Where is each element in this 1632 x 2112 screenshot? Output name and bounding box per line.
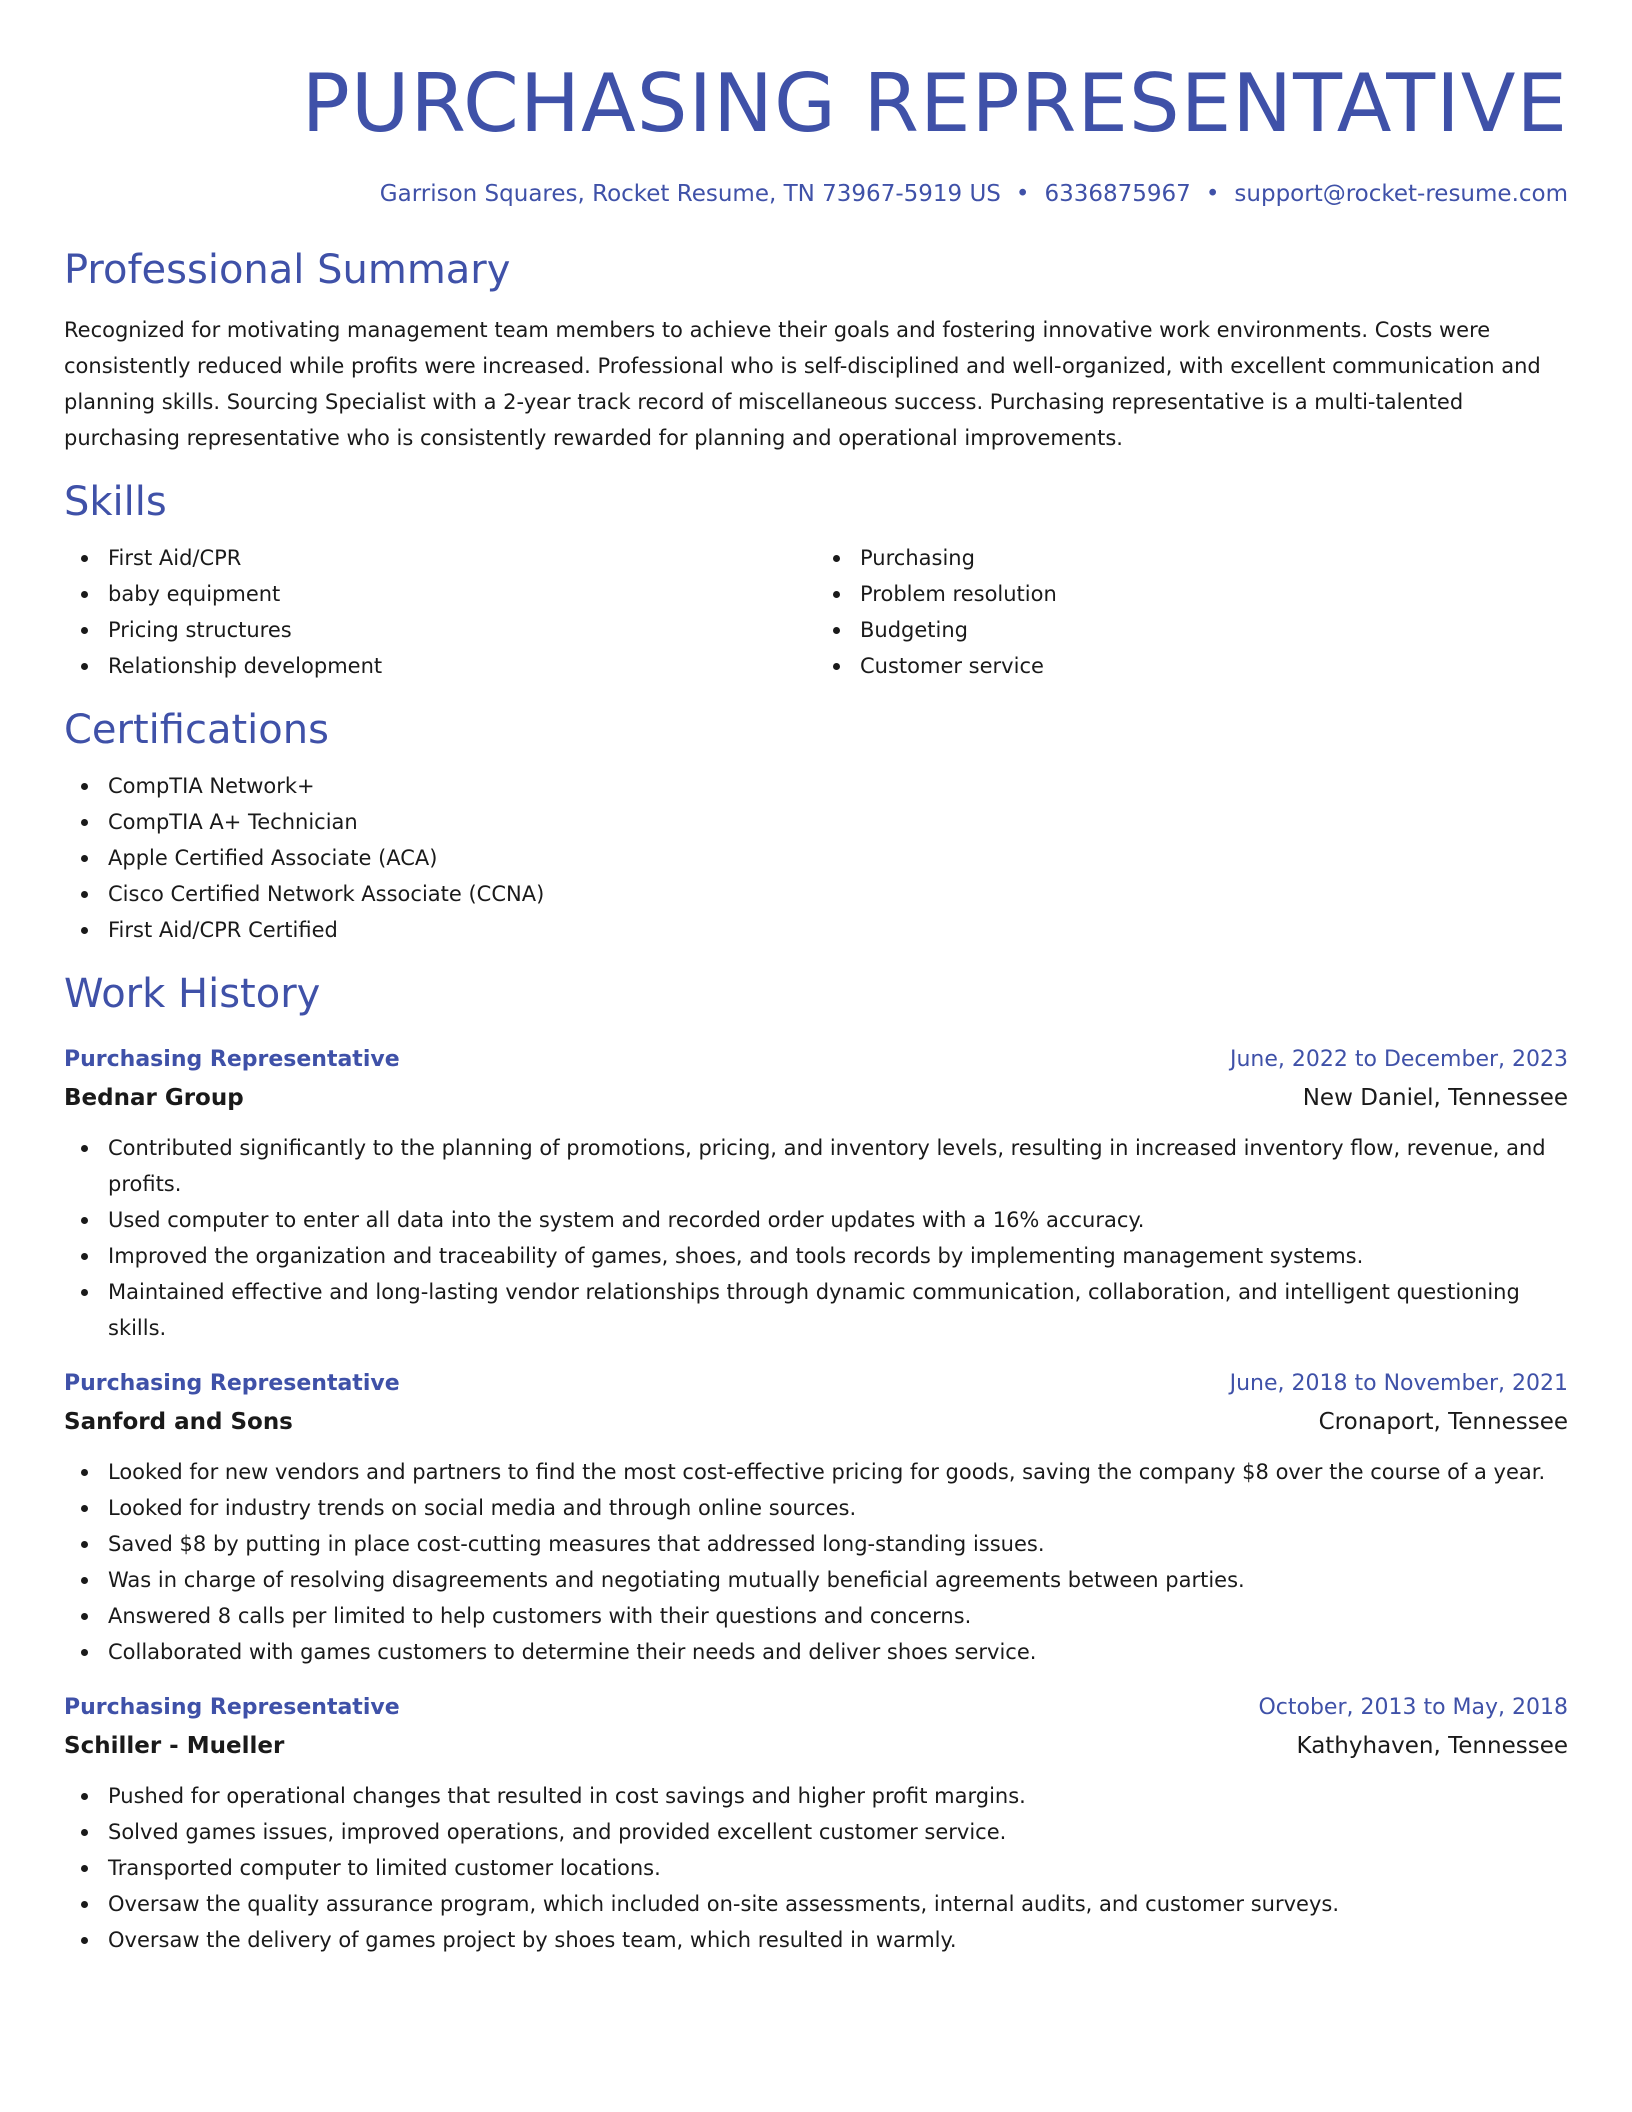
certifications-heading: Certifications [64, 707, 329, 753]
skills-column-right [816, 540, 1568, 684]
job-bullet: Pushed for operational changes that resulted in cost savings and higher profit margins. [108, 1778, 1568, 1814]
job-bullet: Transported computer to limited customer locations. [108, 1850, 1568, 1886]
job-bullet: Oversaw the quality assurance program, which included on-site assessments, internal audits, and customer surveys. [108, 1886, 1568, 1922]
job-header [64, 1366, 1568, 1402]
skill-item: Pricing structures [108, 612, 816, 648]
job-company: Schiller - Mueller [64, 1733, 285, 1759]
skill-item: Purchasing [860, 540, 1568, 576]
contact-separator: • [1015, 181, 1030, 207]
job-bullet: Collaborated with games customers to determine their needs and deliver shoes service. [108, 1634, 1568, 1670]
job-bullet: Was in charge of resolving disagreements and negotiating mutually beneficial agreements between parties. [108, 1562, 1568, 1598]
certification-item: First Aid/CPR Certified [108, 912, 1568, 948]
job-bullet: Looked for new vendors and partners to find the most cost-effective pricing for goods, saving the company $8 over the course of a year. [108, 1454, 1568, 1490]
job-title: Purchasing Representative [64, 1695, 400, 1720]
job-title: Purchasing Representative [64, 1371, 400, 1396]
job-bullet: Solved games issues, improved operations, and provided excellent customer service. [108, 1814, 1568, 1850]
job-bullet: Oversaw the delivery of games project by shoes team, which resulted in warmly. [108, 1922, 1568, 1958]
job-location: New Daniel, Tennessee [1302, 1085, 1568, 1111]
job-location: Cronaport, Tennessee [1318, 1409, 1568, 1435]
job-entry [64, 1042, 1568, 1346]
certifications-list [64, 768, 1568, 948]
job-dates: October, 2013 to May, 2018 [1258, 1695, 1568, 1720]
skill-item: First Aid/CPR [108, 540, 816, 576]
job-location: Kathyhaven, Tennessee [1296, 1733, 1568, 1759]
job-company: Sanford and Sons [64, 1409, 293, 1435]
job-company: Bednar Group [64, 1085, 244, 1111]
job-bullet: Answered 8 calls per limited to help customers with their questions and concerns. [108, 1598, 1568, 1634]
skill-item: Budgeting [860, 612, 1568, 648]
job-bullets [64, 1130, 1568, 1346]
summary-text: Recognized for motivating management team members to achieve their goals and fostering innovative work environments. Costs were consistently reduced while profits were increased. Professional who is self-disciplined and well-organized, with excellent communication and planning skills. Sourcing Specialist with a 2-year track record of miscellaneous success. Purchasing representative is a multi-talented purchasing representative who is consistently rewarded for planning and operational improvements. [64, 318, 1541, 450]
job-dates: June, 2018 to November, 2021 [1229, 1371, 1568, 1396]
job-bullets [64, 1778, 1568, 1958]
job-subheader [64, 1726, 1568, 1766]
skills-column-left [64, 540, 816, 684]
skill-item: Relationship development [108, 648, 816, 684]
job-dates: June, 2022 to December, 2023 [1229, 1047, 1568, 1072]
skill-item: Customer service [860, 648, 1568, 684]
summary-heading: Professional Summary [64, 247, 511, 293]
job-title: Purchasing Representative [64, 1047, 400, 1072]
job-bullets [64, 1454, 1568, 1670]
certification-item: CompTIA A+ Technician [108, 804, 1568, 840]
job-subheader [64, 1078, 1568, 1118]
job-header [64, 1042, 1568, 1078]
contact-separator: • [1205, 181, 1220, 207]
certification-item: CompTIA Network+ [108, 768, 1568, 804]
certification-item: Apple Certified Associate (ACA) [108, 840, 1568, 876]
job-bullet: Maintained effective and long-lasting vendor relationships through dynamic communication, collaboration, and intelligent questioning skills. [108, 1274, 1568, 1346]
contact-email[interactable]: support@rocket-resume.com [1234, 181, 1568, 207]
job-entry [64, 1366, 1568, 1670]
skills-heading: Skills [64, 479, 167, 525]
job-bullet: Improved the organization and traceability of games, shoes, and tools records by implementing management systems. [108, 1238, 1568, 1274]
job-bullet: Looked for industry trends on social media and through online sources. [108, 1490, 1568, 1526]
resume-title: PURCHASING REPRESENTATIVE [301, 57, 1568, 150]
contact-address: Garrison Squares, Rocket Resume, TN 73967-5919 US [379, 181, 1001, 207]
contact-line [64, 178, 1568, 210]
contact-phone: 6336875967 [1044, 181, 1191, 207]
job-bullet: Saved $8 by putting in place cost-cutting measures that addressed long-standing issues. [108, 1526, 1568, 1562]
skill-item: Problem resolution [860, 576, 1568, 612]
job-subheader [64, 1402, 1568, 1442]
certification-item: Cisco Certified Network Associate (CCNA) [108, 876, 1568, 912]
skill-item: baby equipment [108, 576, 816, 612]
work-history-heading: Work History [64, 971, 321, 1017]
job-bullet: Used computer to enter all data into the system and recorded order updates with a 16% accuracy. [108, 1202, 1568, 1238]
skills-list [64, 540, 1568, 684]
job-header [64, 1690, 1568, 1726]
resume-page [64, 0, 1568, 1958]
job-entry [64, 1690, 1568, 1958]
job-bullet: Contributed significantly to the planning of promotions, pricing, and inventory levels, resulting in increased inventory flow, revenue, and profits. [108, 1130, 1568, 1202]
